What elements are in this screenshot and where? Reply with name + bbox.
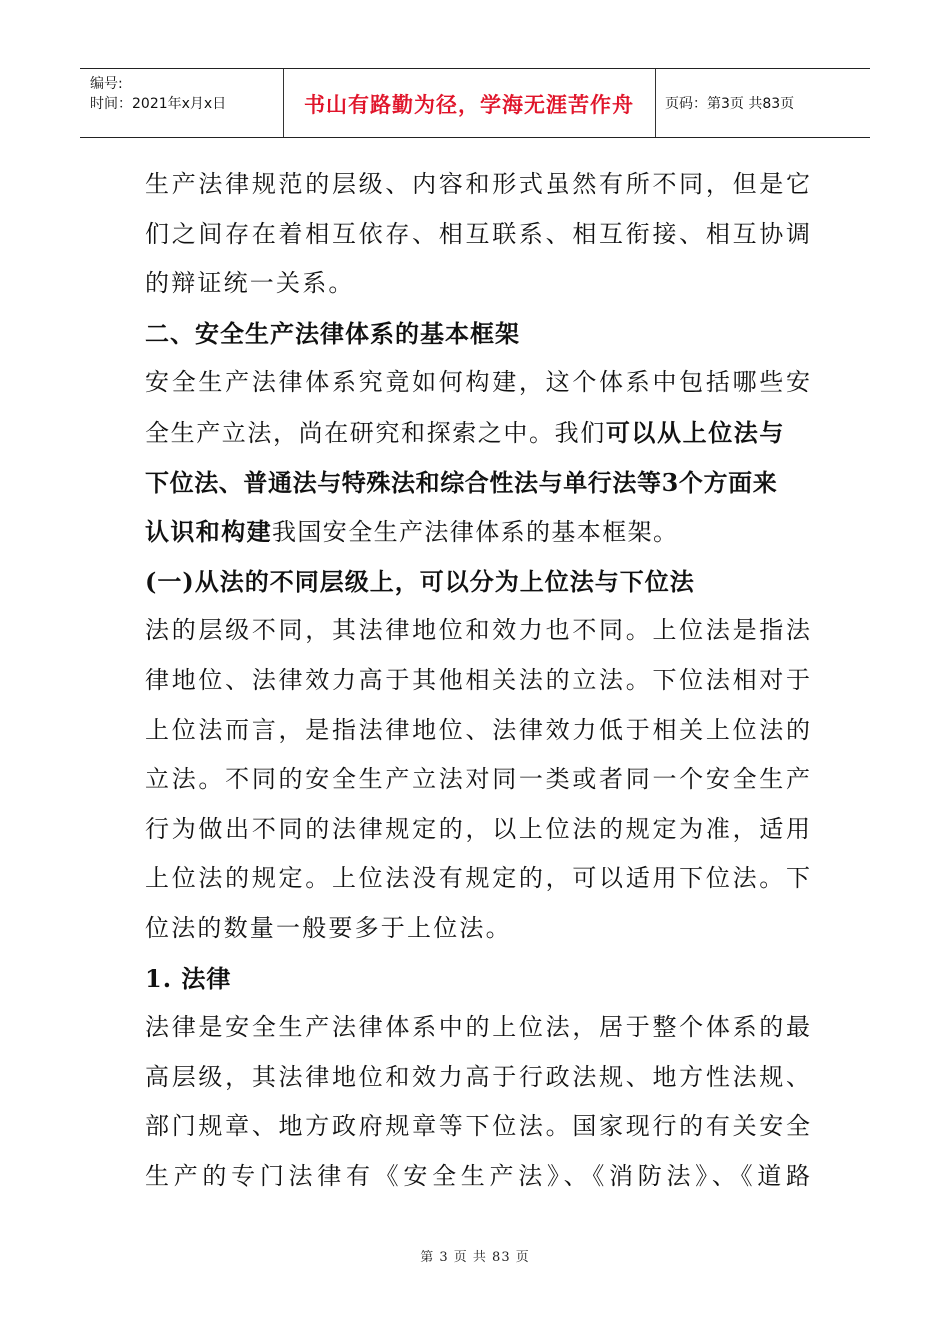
- paragraph-line: 法的层级不同，其法律地位和效力也不同。上位法是指法: [145, 616, 810, 645]
- subsection-heading: (一)从法的不同层级上，可以分为上位法与下位法: [145, 566, 695, 596]
- header-motto-cell: [283, 69, 656, 137]
- paragraph-line: 上位法的规定。上位法没有规定的，可以适用下位法。下: [145, 864, 810, 893]
- paragraph-line: 立法。不同的安全生产立法对同一类或者同一个安全生产: [145, 765, 810, 794]
- paragraph-line: 法律是安全生产法律体系中的上位法，居于整个体系的最: [145, 1013, 810, 1042]
- text-run: 我国安全生产法律体系的基本框架。: [272, 518, 679, 547]
- bold-text-run: 认识和构建: [145, 517, 272, 547]
- paragraph-line: 安全生产法律体系究竟如何构建，这个体系中包括哪些安: [145, 368, 810, 397]
- paragraph-line: [145, 507, 810, 557]
- paragraph-line: 上位法而言，是指法律地位、法律效力低于相关上位法的: [145, 715, 810, 744]
- item-heading: 1. 法律: [145, 963, 232, 993]
- page-footer: 第 3 页 共 83 页: [420, 1250, 530, 1265]
- page-header: [80, 68, 870, 138]
- paragraph-line: 高层级，其法律地位和效力高于行政法规、地方性法规、: [145, 1062, 810, 1091]
- paragraph-line: 行为做出不同的法律规定的，以上位法的规定为准，适用: [145, 814, 810, 843]
- paragraph-line: 部门规章、地方政府规章等下位法。国家现行的有关安全: [145, 1112, 810, 1141]
- paragraph-line: [145, 408, 810, 458]
- paragraph-line: 的辩证统一关系。: [145, 269, 355, 298]
- page-info: 页码：第3页 共83页: [665, 96, 795, 112]
- paragraph-line: 们之间存在着相互依存、相互联系、相互衔接、相互协调: [145, 219, 810, 248]
- paragraph-line: 律地位、法律效力高于其他相关法的立法。下位法相对于: [145, 665, 810, 694]
- serial-number-label: 编号:: [90, 76, 123, 92]
- header-meta-cell: [80, 69, 284, 137]
- text-run: 全生产立法，尚在研究和探索之中。我们: [145, 418, 606, 447]
- bold-paragraph-line: 下位法、普通法与特殊法和综合性法与单行法等3个方面来: [145, 467, 778, 497]
- header-page-cell: [655, 69, 870, 137]
- paragraph-line: 生产法律规范的层级、内容和形式虽然有所不同，但是它: [145, 170, 810, 198]
- paragraph-line: 位法的数量一般要多于上位法。: [145, 913, 512, 942]
- section-heading: 二、安全生产法律体系的基本框架: [145, 318, 520, 348]
- document-body: [145, 160, 810, 1201]
- bold-text-run: 可以从上位法与: [605, 417, 786, 447]
- date-label: 时间：2021年x月x日: [90, 96, 227, 112]
- motto-text: 书山有路勤为径，学海无涯苦作舟: [304, 93, 634, 117]
- paragraph-line: 生产的专门法律有《安全生产法》、《消防法》、《道路: [145, 1161, 810, 1190]
